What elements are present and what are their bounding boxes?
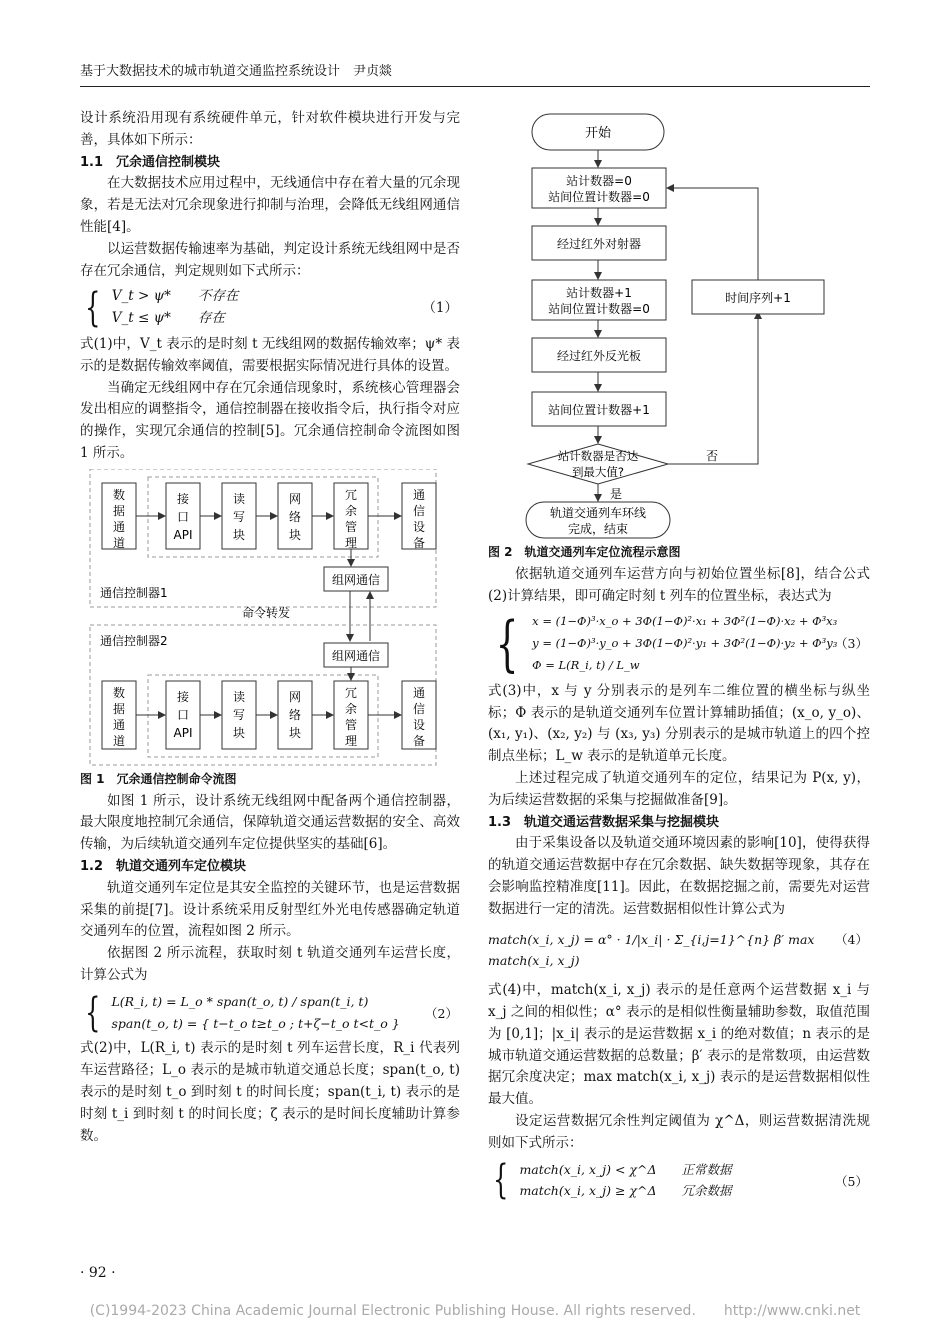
header-rule (80, 86, 870, 87)
copyright-footer: (C)1994-2023 China Academic Journal Electronic Publishing House. All rights reserved. http://www.cnki.net (89, 1303, 861, 1319)
fig1-node-data-channel-2: 数据通道 (112, 685, 126, 748)
fig1-node-net-1: 网络块 (288, 491, 302, 542)
paragraph-length: 依据图 2 所示流程，获取时刻 t 轨道交通列车运营长度，计算公式为 (80, 945, 460, 983)
figure-1-diagram (86, 469, 456, 769)
flow-end: 轨道交通列车环线完成，结束 (549, 506, 647, 536)
equation-2-line-2: span(t_o, t) = { t−t_o t≥t_o ; t+ζ−t_o t<t_o } (111, 1015, 400, 1031)
fig1-node-api-1: 接口 API (173, 491, 193, 542)
fig1-mesh-1: 组网通信 (331, 572, 381, 587)
paragraph-position-result: 上述过程完成了轨道交通列车的定位，结果记为 P(x, y)，为后续运营数据的采集与挖掘做准备[9]。 (488, 769, 870, 808)
equation-3-line-phi: Φ = L(R_i, t) / L_w (532, 657, 640, 672)
fig1-node-device-1: 通信设备 (412, 487, 426, 550)
intro-paragraph: 设计系统沿用现有系统硬件单元，针对软件模块进行开发与完善，具体如下所示： (80, 110, 460, 148)
paragraph-coordinates: 依据轨道交通列车运营方向与初始位置坐标[8]，结合公式(2)计算结果，即可确定时刻 t 列车的位置坐标，表达式为 (488, 565, 870, 604)
fig1-forward-label: 命令转发 (241, 605, 291, 620)
paragraph-eq4-explain: 式(4)中，match(x_i, x_j) 表示的是任意两个运营数据 x_i 与 x_j 之间的相似性；α° 表示的是相似性衡量辅助参数，取值范围为 [0,1]；|x_i| 表示的是运营数据 x_i 的绝对数值；n 表示的是城市轨道交通运营数据的总数量；β′ 表示的是常数项，由运营数据冗余度决定；max match(x_i, x_j) 表示的是运营数据相似性最大值。 (488, 982, 870, 1108)
equation-1-line-1: V_t > ψ* 不存在 (111, 288, 239, 305)
section-1-1-heading: 1.1 冗余通信控制模块 (80, 154, 221, 170)
fig1-mesh-2: 组网通信 (331, 648, 381, 663)
paragraph-cleaning: 由于采集设备以及轨道交通环境因素的影响[10]，使得获得的轨道交通运营数据中存在冗余数据、缺失数据等现象，其存在会影响监控精准度[11]。因此，在数据挖掘之前，需要先对运营数据进行一定的清洗。运营数据相似性计算公式为 (488, 835, 870, 917)
equation-1-number: （1） (422, 300, 458, 317)
section-1-3-heading: 1.3 轨道交通运营数据采集与挖掘模块 (488, 814, 720, 830)
fig1-node-api-2: 接口 API (173, 689, 193, 740)
fig1-node-rw-2: 读写块 (232, 689, 246, 740)
fig1-controller-1-label: 通信控制器1 (100, 585, 168, 600)
flow-time-seq: 时间序列+1 (725, 291, 791, 305)
fig1-node-redundancy-1: 冗余管理 (344, 487, 358, 550)
figure-1-caption: 图 1 冗余通信控制命令流图 (80, 771, 237, 786)
paragraph-controller: 当确定无线组网中存在冗余通信现象时，系统核心管理器会发出相应的调整指令，通信控制器在接收指令后，执行指令对应的操作，实现冗余通信的控制[5]。冗余通信控制命令流图如图 1 所示。 (80, 379, 460, 461)
fig1-top-row (102, 483, 436, 550)
equation-1-line-2: V_t ≤ ψ* 存在 (111, 310, 225, 327)
left-column (80, 108, 460, 1147)
paragraph-eq1-explain: 式(1)中，V_t 表示的是时刻 t 无线组网的数据传输效率；ψ* 表示的是数据传输效率阈值，需要根据实际情况进行具体的设置。 (80, 335, 460, 374)
figure-2-flowchart (522, 108, 852, 540)
equation-1: { V_t > ψ* 不存在 V_t ≤ ψ* 存在 （1） (85, 285, 458, 332)
equation-3: { x = (1−Φ)³·x_o + 3Φ(1−Φ)²·x₁ + 3Φ²(1−Φ)·x₂ + Φ³x₃ y = (1−Φ)³·y_o + 3Φ(1−Φ)²·y₁ + 3Φ²(1−Φ)·y₂ + Φ³y₃ Φ = L(R_i, t) / L_w （3） (495, 609, 868, 680)
equation-5-number: （5） (835, 1173, 868, 1189)
equation-3-number: （3） (835, 636, 868, 652)
equation-5: { match(x_i, x_j) < χ^Δ 正常数据 match(x_i, x_j) ≥ χ^Δ 冗余数据 （5） (493, 1157, 868, 1204)
right-column (488, 108, 870, 1206)
flow-no-label: 否 (705, 449, 719, 463)
equation-2-number: （2） (425, 1005, 458, 1021)
flow-yes-label: 是 (610, 487, 623, 501)
equation-5-line-2: match(x_i, x_j) ≥ χ^Δ 冗余数据 (519, 1183, 732, 1199)
paragraph-threshold: 设定运营数据冗余性判定阈值为 χ^Δ，则运营数据清洗规则如下式所示： (488, 1112, 870, 1151)
equation-2: { L(R_i, t) = L_o * span(t_o, t) / span(t_i, t) span(t_o, t) = { t−t_o t≥t_o ; t+ζ−t_o t<t_o } （2） (85, 989, 458, 1036)
running-header: 基于大数据技术的城市轨道交通监控系统设计 尹贞燚 (80, 64, 393, 79)
paragraph-redundancy: 在大数据技术应用过程中，无线通信中存在着大量的冗余现象，若是无法对冗余现象进行抑制与治理，会降低无线组网通信性能[4]。 (80, 175, 460, 235)
flow-start: 开始 (584, 126, 612, 141)
figure-2-caption: 图 2 轨道交通列车定位流程示意图 (488, 545, 681, 559)
flow-decision: 站计数器是否达到最大值? (557, 449, 639, 479)
fig1-node-net-2: 网络块 (288, 689, 302, 740)
paragraph-eq2-explain: 式(2)中，L(R_i, t) 表示的是时刻 t 列车运营长度，R_i 代表列车运营路径；L_o 表示的是城市轨道交通总长度；span(t_o, t) 表示的是时刻 t_o 到时刻 t 的时间长度；span(t_i, t) 表示的是时刻 t_i 到时刻 t 的时间长度；ζ 表示的是时间长度辅助计算参数。 (80, 1040, 460, 1144)
fig1-controller-2-label: 通信控制器2 (100, 633, 168, 648)
page-number: · 92 · (80, 1265, 116, 1281)
paragraph-rule: 以运营数据传输速率为基础，判定设计系统无线组网中是否存在冗余通信，判定规则如下式所示： (80, 240, 460, 279)
fig1-node-device-2: 通信设备 (412, 685, 426, 748)
section-1-2-heading: 1.2 轨道交通列车定位模块 (80, 858, 247, 874)
fig1-node-redundancy-2: 冗余管理 (344, 685, 358, 748)
equation-3-line-y: y = (1−Φ)³·y_o + 3Φ(1−Φ)²·y₁ + 3Φ²(1−Φ)·y₂ + Φ³y₃ (532, 636, 838, 651)
equation-5-line-1: match(x_i, x_j) < χ^Δ 正常数据 (519, 1161, 732, 1177)
flow-position-inc: 站间位置计数器+1 (548, 403, 650, 417)
equation-4-body: match(x_i, x_j) = α° · 1/|x_i| · Σ_{i,j=1}^{n} β′ max match(x_i, x_j) (488, 931, 815, 969)
equation-2-line-1: L(R_i, t) = L_o * span(t_o, t) / span(t_i, t) (111, 993, 369, 1009)
equation-4 (488, 929, 870, 973)
flow-station-inc: 站计数器+1 站间位置计数器=0 (548, 286, 650, 316)
equation-3-line-x: x = (1−Φ)³·x_o + 3Φ(1−Φ)²·x₁ + 3Φ²(1−Φ)·x₂ + Φ³x₃ (532, 614, 838, 629)
fig1-node-data-channel-1: 数据通道 (112, 487, 126, 550)
fig1-bottom-row (102, 681, 436, 749)
paragraph-positioning: 轨道交通列车定位是其安全监控的关键环节，也是运营数据采集的前提[7]。设计系统采用反射型红外光电传感器确定轨道交通列车的位置，流程如图 2 所示。 (80, 879, 460, 940)
flow-pass-reflector: 经过红外反光板 (556, 349, 642, 363)
flow-pass-ir-beam: 经过红外对射器 (556, 237, 642, 251)
flow-init: 站计数器=0 站间位置计数器=0 (548, 174, 650, 204)
paragraph-fig1-explain: 如图 1 所示，设计系统无线组网中配备两个通信控制器，最大限度地控制冗余通信，保障轨道交通运营数据的安全、高效传输，为后续轨道交通列车定位提供坚实的基础[6]。 (80, 792, 460, 853)
paragraph-eq3-explain: 式(3)中，x 与 y 分别表示的是列车二维位置的横坐标与纵坐标；Φ 表示的是轨道交通列车位置计算辅助插值；(x_o, y_o)、(x₁, y₁)、(x₂, y₂) 与 (x₃, y₃) 分别表示的是城市轨道上的四个控制点坐标；L_w 表示的是轨道单元长度。 (488, 682, 870, 765)
fig1-node-rw-1: 读写块 (232, 491, 246, 542)
equation-4-number: （4） (835, 931, 868, 947)
